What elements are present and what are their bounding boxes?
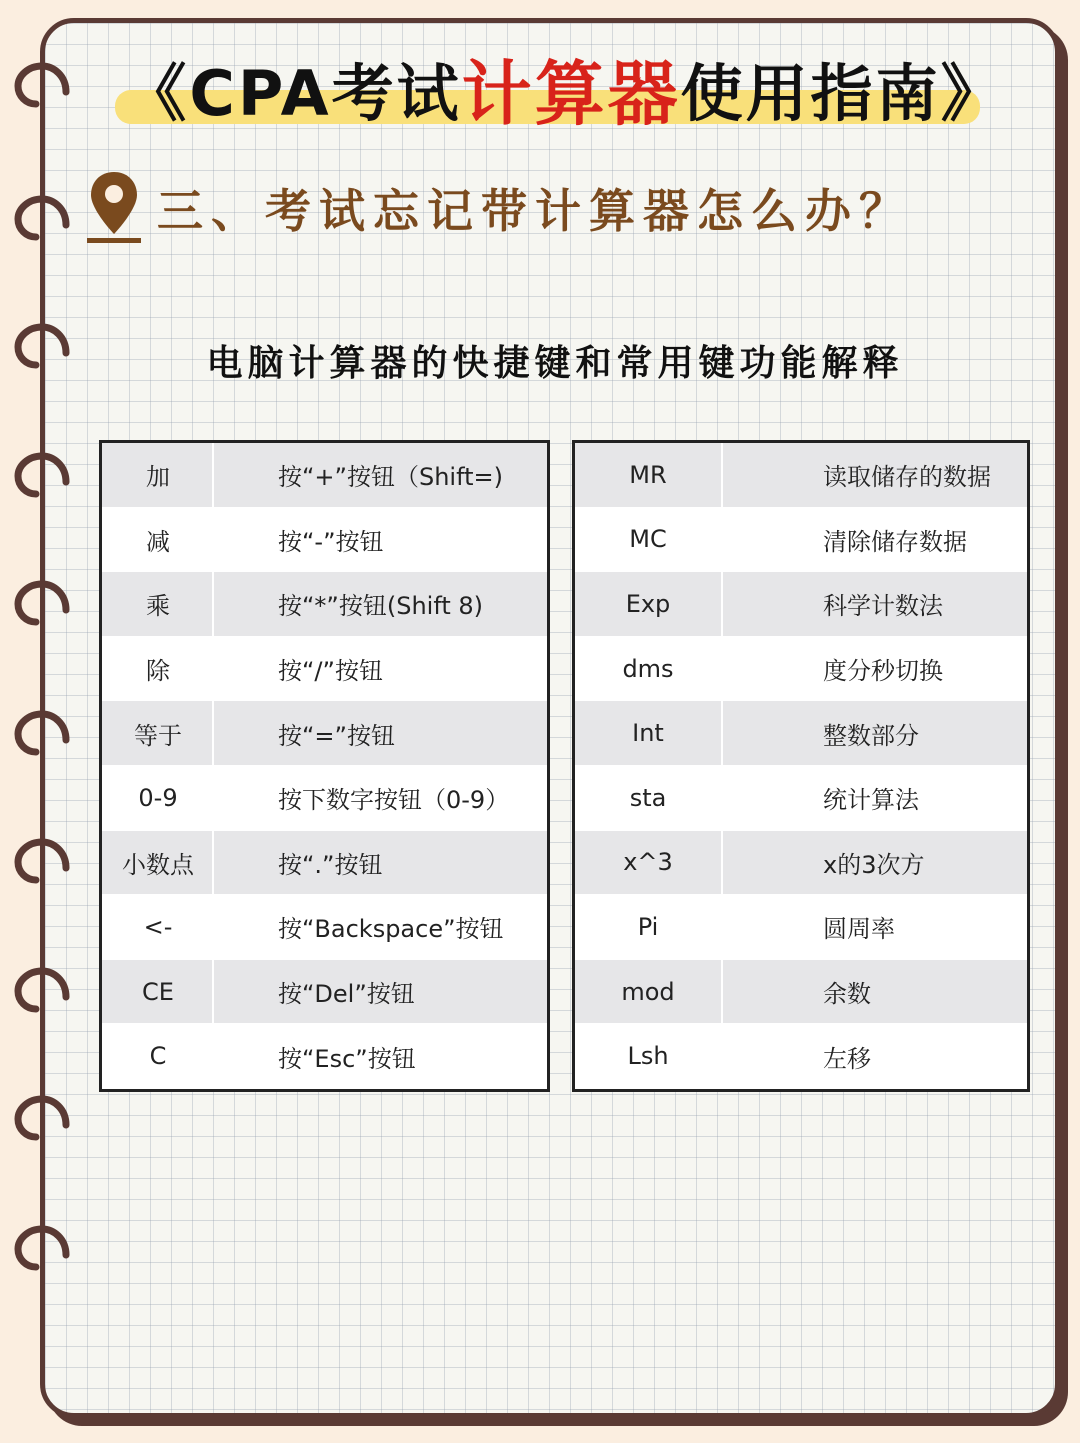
description-cell: 整数部分 [823, 721, 919, 750]
key-cell: Int [575, 701, 723, 765]
key-cell: 小数点 [102, 831, 214, 895]
description-cell: 按下数字按钮（0-9） [278, 786, 510, 815]
table-row [102, 637, 547, 702]
key-cell: CE [102, 960, 214, 1024]
key-cell: 乘 [102, 572, 214, 636]
key-cell: dms [575, 637, 723, 701]
table-row [102, 831, 547, 896]
key-cell: <- [102, 895, 214, 959]
section-heading [85, 168, 913, 248]
key-cell: MR [575, 443, 723, 507]
description-cell: 按“=”按钮 [278, 721, 395, 750]
key-cell: 减 [102, 508, 214, 572]
title-suffix: 使用指南 [680, 56, 941, 130]
table-row [102, 701, 547, 766]
table-row [575, 508, 1027, 573]
description-cell: 按“Esc”按钮 [278, 1044, 416, 1073]
description-cell: 按“/”按钮 [278, 657, 383, 686]
key-cell: 除 [102, 637, 214, 701]
binder-ring-icon [14, 967, 72, 1013]
key-cell: mod [575, 960, 723, 1024]
key-cell: Pi [575, 895, 723, 959]
description-cell: 余数 [823, 980, 871, 1009]
table-row [102, 1024, 547, 1089]
shortcut-table [99, 440, 550, 1092]
description-cell: 按“.”按钮 [278, 850, 383, 879]
table-subtitle: 电脑计算器的快捷键和常用键功能解释 [206, 343, 904, 384]
location-pin-icon [85, 168, 143, 248]
binder-ring-icon [14, 452, 72, 498]
key-cell: Exp [575, 572, 723, 636]
table-row [102, 508, 547, 573]
table-row [102, 895, 547, 960]
description-cell: 圆周率 [823, 915, 895, 944]
table-row [575, 443, 1027, 508]
description-cell: 统计算法 [823, 786, 919, 815]
description-cell: 清除储存数据 [823, 527, 967, 556]
description-cell: 度分秒切换 [823, 657, 943, 686]
description-cell: 按“Del”按钮 [278, 980, 415, 1009]
binder-ring-icon [14, 1225, 72, 1271]
table-row [102, 766, 547, 831]
table-row [575, 895, 1027, 960]
table-row [575, 701, 1027, 766]
key-cell: MC [575, 508, 723, 572]
key-cell: 加 [102, 443, 214, 507]
table-row [575, 831, 1027, 896]
key-cell: 等于 [102, 701, 214, 765]
description-cell: 科学计数法 [823, 592, 943, 621]
binder-ring-icon [14, 838, 72, 884]
key-cell: sta [575, 766, 723, 830]
description-cell: 按“Backspace”按钮 [278, 915, 504, 944]
table-row [575, 1024, 1027, 1089]
table-row [102, 572, 547, 637]
binder-ring-icon [14, 195, 72, 241]
key-cell: Lsh [575, 1024, 723, 1088]
title-open-bracket: 《 [124, 56, 190, 130]
description-cell: x的3次方 [823, 850, 925, 879]
binder-ring-icon [14, 1095, 72, 1141]
description-cell: 读取储存的数据 [823, 463, 991, 492]
table-row [575, 572, 1027, 637]
description-cell: 按“+”按钮（Shift=) [278, 463, 503, 492]
key-cell: 0-9 [102, 766, 214, 830]
page-title [70, 38, 1060, 138]
table-row [575, 766, 1027, 831]
title-prefix: CPA考试 [189, 56, 462, 130]
key-cell: C [102, 1024, 214, 1088]
description-cell: 按“-”按钮 [278, 527, 384, 556]
table-row [575, 637, 1027, 702]
table-row [575, 960, 1027, 1025]
section-heading-text: 三、考试忘记带计算器怎么办？ [157, 184, 913, 238]
binder-ring-icon [14, 580, 72, 626]
title-close-bracket: 》 [940, 56, 1006, 130]
description-cell: 按“*”按钮(Shift 8) [278, 592, 484, 621]
key-cell: x^3 [575, 831, 723, 895]
function-key-table [572, 440, 1030, 1092]
binder-ring-icon [14, 62, 72, 108]
title-highlight: 计算器 [461, 52, 681, 135]
table-row [102, 960, 547, 1025]
binder-ring-icon [14, 710, 72, 756]
description-cell: 左移 [823, 1044, 871, 1073]
table-row [102, 443, 547, 508]
